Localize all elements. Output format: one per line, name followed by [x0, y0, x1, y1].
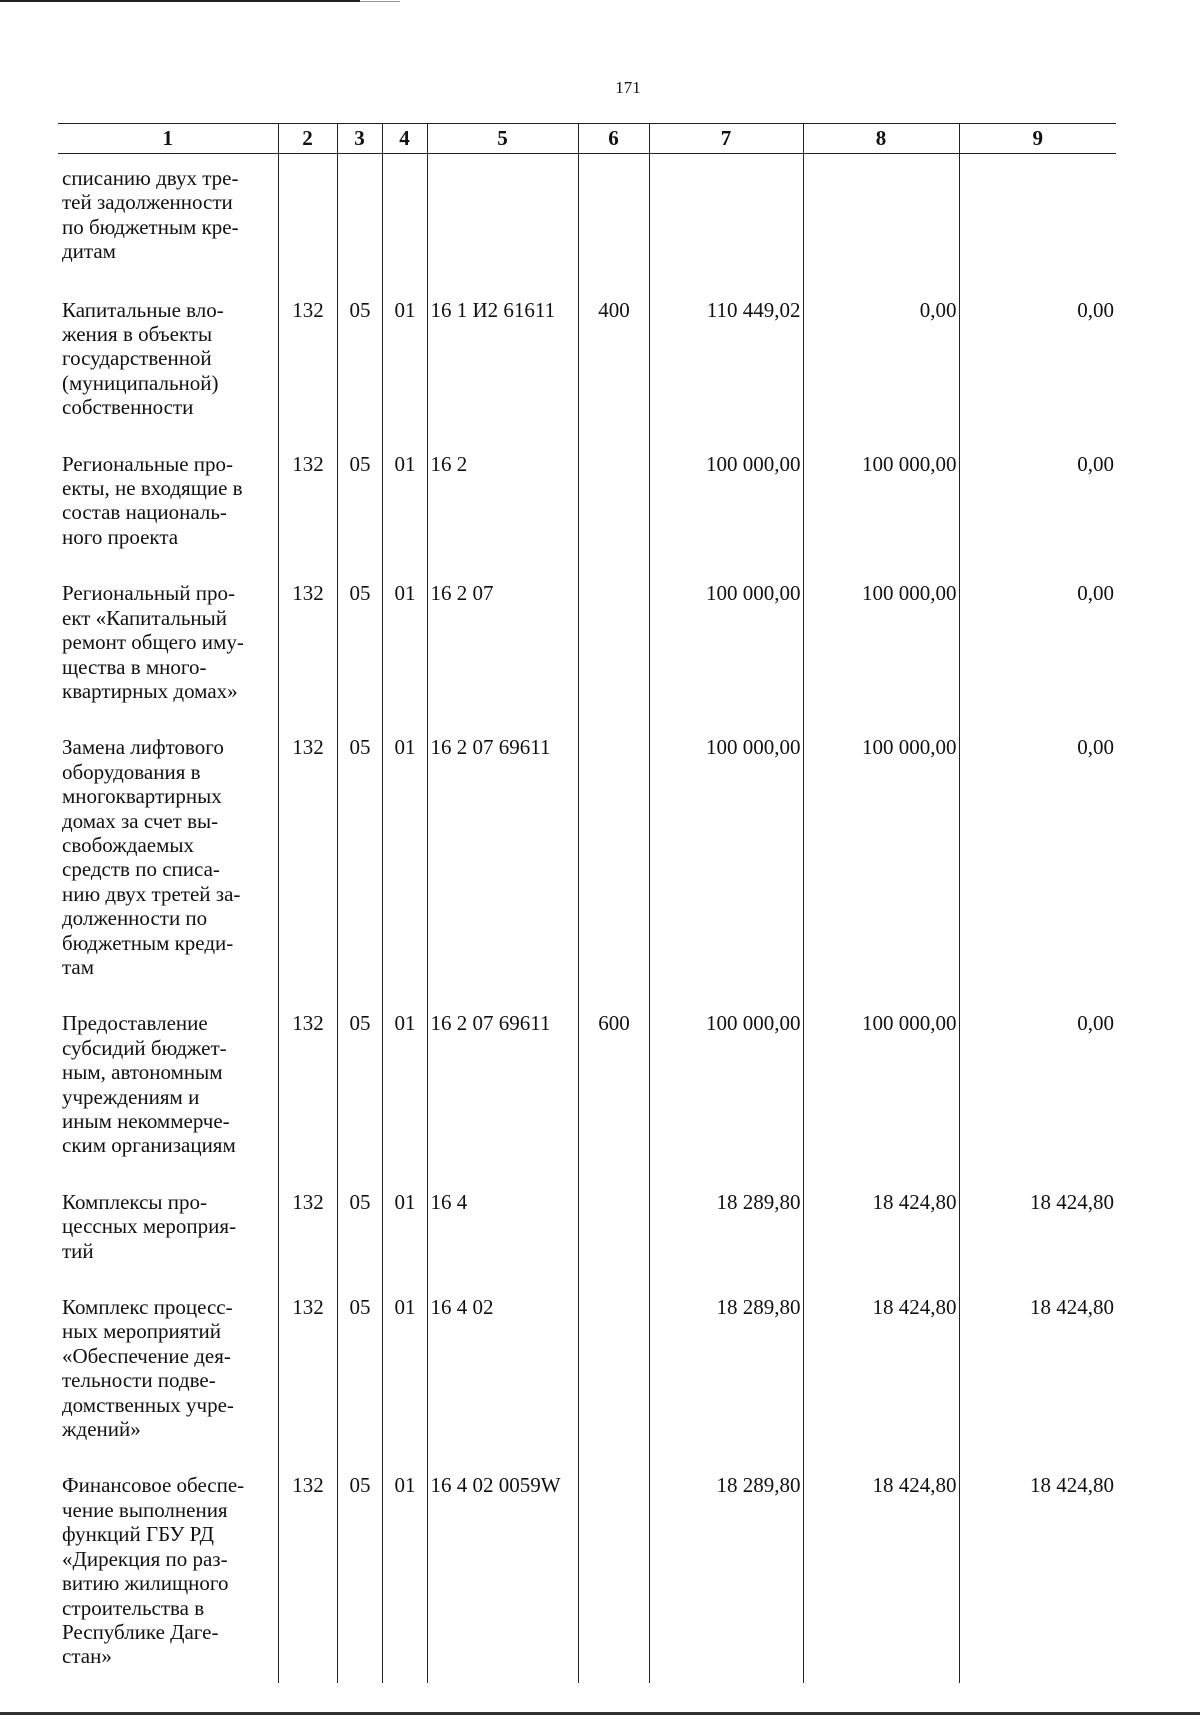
name-line: квартирных домах»	[62, 678, 238, 703]
cell-grbs	[278, 154, 337, 290]
cell-amount-col8: 100 000,00	[803, 727, 959, 1003]
cell-section: 05	[337, 727, 382, 1003]
cell-name	[58, 1465, 278, 1682]
table-row	[58, 1003, 1116, 1181]
name-line: долженности по	[62, 906, 208, 931]
cell-amount-col7: 100 000,00	[649, 444, 803, 574]
name-line: по бюджетным кре-	[62, 214, 239, 239]
cell-amount-col8: 18 424,80	[803, 1465, 959, 1682]
cell-target-article: 16 4 02 0059W	[427, 1465, 578, 1682]
scan-edge-top	[0, 0, 360, 2]
cell-grbs: 132	[278, 727, 337, 1003]
cell-grbs: 132	[278, 573, 337, 727]
cell-expense-type	[578, 1287, 649, 1465]
cell-section: 05	[337, 1465, 382, 1682]
cell-subsection	[382, 154, 427, 290]
col-header-6: 6	[578, 124, 649, 154]
budget-table	[58, 123, 1116, 1683]
cell-amount-col8	[803, 154, 959, 290]
cell-grbs: 132	[278, 1182, 337, 1287]
cell-amount-col9: 18 424,80	[959, 1287, 1116, 1465]
cell-subsection: 01	[382, 1003, 427, 1181]
name-line: свобождаемых	[62, 832, 194, 857]
cell-subsection: 01	[382, 290, 427, 444]
cell-target-article: 16 2	[427, 444, 578, 574]
table-row	[58, 154, 1116, 290]
cell-section: 05	[337, 290, 382, 444]
cell-amount-col7	[649, 154, 803, 290]
name-line: там	[62, 954, 95, 979]
name-line: домственных учре-	[62, 1392, 234, 1417]
name-line: Финансовое обеспе-	[62, 1473, 245, 1498]
name-line: собственности	[62, 395, 194, 420]
cell-name	[58, 573, 278, 727]
cell-target-article: 16 2 07 69611	[427, 1003, 578, 1181]
name-line: ных мероприятий	[62, 1319, 221, 1344]
name-line: екты, не входящие в	[62, 476, 243, 501]
name-line: ремонт общего иму-	[62, 630, 244, 655]
col-header-3: 3	[337, 124, 382, 154]
header-row	[58, 124, 1116, 154]
name-line: списанию двух тре-	[62, 166, 239, 190]
cell-subsection: 01	[382, 1287, 427, 1465]
cell-target-article: 16 2 07	[427, 573, 578, 727]
name-line: тий	[62, 1238, 94, 1263]
cell-section: 05	[337, 1182, 382, 1287]
cell-name	[58, 154, 278, 290]
name-line: многоквартирных	[62, 784, 222, 809]
table-row	[58, 727, 1116, 1003]
table-row	[58, 1287, 1116, 1465]
name-line: Комплексы про-	[62, 1189, 207, 1214]
col-header-9: 9	[959, 124, 1116, 154]
cell-amount-col9: 18 424,80	[959, 1182, 1116, 1287]
col-header-7: 7	[649, 124, 803, 154]
cell-subsection: 01	[382, 573, 427, 727]
name-line: домах за счет вы-	[62, 808, 219, 833]
cell-target-article	[427, 154, 578, 290]
name-line: щества в много-	[62, 654, 207, 679]
cell-amount-col7: 100 000,00	[649, 1003, 803, 1181]
table-row	[58, 1465, 1116, 1682]
name-line: дитам	[62, 239, 116, 264]
name-line: ждений»	[62, 1417, 141, 1442]
name-line: (муниципальной)	[62, 370, 219, 395]
cell-subsection: 01	[382, 727, 427, 1003]
cell-amount-col9: 18 424,80	[959, 1465, 1116, 1682]
cell-subsection: 01	[382, 1182, 427, 1287]
name-line: Капитальные вло-	[62, 297, 224, 322]
cell-name	[58, 1287, 278, 1465]
cell-amount-col8: 100 000,00	[803, 444, 959, 574]
name-line: иным некоммерче-	[62, 1109, 230, 1133]
name-line: бюджетным креди-	[62, 930, 234, 955]
name-line: ект «Капитальный	[62, 605, 228, 630]
col-header-5: 5	[427, 124, 578, 154]
table-row	[58, 290, 1116, 444]
cell-grbs: 132	[278, 290, 337, 444]
cell-name	[58, 1182, 278, 1287]
name-line: «Дирекция по раз-	[62, 1546, 228, 1571]
name-line: жения в объекты	[62, 322, 213, 347]
name-line: оборудования в	[62, 759, 201, 784]
col-header-2: 2	[278, 124, 337, 154]
cell-expense-type	[578, 1182, 649, 1287]
cell-amount-col9: 0,00	[959, 444, 1116, 574]
cell-section	[337, 154, 382, 290]
cell-amount-col9: 0,00	[959, 1003, 1116, 1181]
name-line: ским организациям	[62, 1133, 236, 1158]
cell-target-article: 16 2 07 69611	[427, 727, 578, 1003]
cell-amount-col9: 0,00	[959, 290, 1116, 444]
cell-section: 05	[337, 1287, 382, 1465]
cell-expense-type	[578, 573, 649, 727]
cell-grbs: 132	[278, 1465, 337, 1682]
cell-name	[58, 727, 278, 1003]
cell-section: 05	[337, 444, 382, 574]
cell-amount-col7: 100 000,00	[649, 727, 803, 1003]
page-number: 171	[615, 78, 641, 97]
name-line: Замена лифтового	[62, 735, 224, 760]
cell-amount-col7: 100 000,00	[649, 573, 803, 727]
table-body	[58, 154, 1116, 1683]
name-line: субсидий бюджет-	[62, 1035, 227, 1060]
name-line: учреждениям и	[62, 1084, 200, 1109]
cell-subsection: 01	[382, 1465, 427, 1682]
cell-amount-col7: 18 289,80	[649, 1182, 803, 1287]
cell-expense-type	[578, 154, 649, 290]
name-line: тельности подве-	[62, 1368, 216, 1393]
name-line: витию жилищного	[62, 1571, 229, 1596]
cell-amount-col8: 0,00	[803, 290, 959, 444]
cell-expense-type	[578, 444, 649, 574]
name-line: Республике Даге-	[62, 1619, 219, 1644]
name-line: «Обеспечение дея-	[62, 1343, 231, 1368]
cell-target-article: 16 4	[427, 1182, 578, 1287]
name-line: Предоставление	[62, 1011, 208, 1036]
cell-amount-col7: 18 289,80	[649, 1465, 803, 1682]
cell-target-article: 16 1 И2 61611	[427, 290, 578, 444]
cell-expense-type	[578, 727, 649, 1003]
cell-name	[58, 444, 278, 574]
cell-amount-col7: 18 289,80	[649, 1287, 803, 1465]
cell-amount-col8: 100 000,00	[803, 1003, 959, 1181]
cell-grbs: 132	[278, 1287, 337, 1465]
name-line: государственной	[62, 346, 212, 371]
col-header-1: 1	[58, 124, 278, 154]
name-line: состав националь-	[62, 500, 227, 525]
col-header-8: 8	[803, 124, 959, 154]
name-line: стан»	[62, 1644, 112, 1669]
table-row	[58, 444, 1116, 574]
name-line: цессных мероприя-	[62, 1214, 237, 1239]
cell-subsection: 01	[382, 444, 427, 574]
cell-amount-col9	[959, 154, 1116, 290]
name-line: Комплекс процесс-	[62, 1295, 233, 1320]
cell-name	[58, 290, 278, 444]
cell-amount-col8: 18 424,80	[803, 1182, 959, 1287]
name-line: чение выполнения	[62, 1497, 228, 1522]
name-line: средств по списа-	[62, 857, 220, 882]
name-line: строительства в	[62, 1595, 205, 1620]
cell-target-article: 16 4 02	[427, 1287, 578, 1465]
cell-name	[58, 1003, 278, 1181]
cell-expense-type: 400	[578, 290, 649, 444]
scan-edge-bottom	[0, 1712, 1200, 1715]
name-line: функций ГБУ РД	[62, 1522, 214, 1547]
cell-amount-col7: 110 449,02	[649, 290, 803, 444]
table-row	[58, 573, 1116, 727]
scan-edge-top-faint	[360, 1, 400, 2]
name-line: ного проекта	[62, 524, 179, 549]
cell-amount-col9: 0,00	[959, 727, 1116, 1003]
table-row	[58, 1182, 1116, 1287]
cell-expense-type: 600	[578, 1003, 649, 1181]
cell-section: 05	[337, 1003, 382, 1181]
name-line: ным, автономным	[62, 1060, 223, 1085]
cell-expense-type	[578, 1465, 649, 1682]
cell-grbs: 132	[278, 444, 337, 574]
col-header-4: 4	[382, 124, 427, 154]
name-line: Региональные про-	[62, 451, 234, 476]
name-line: Региональный про-	[62, 581, 235, 606]
cell-section: 05	[337, 573, 382, 727]
cell-grbs: 132	[278, 1003, 337, 1181]
cell-amount-col9: 0,00	[959, 573, 1116, 727]
name-line: тей задолженности	[62, 190, 233, 215]
cell-amount-col8: 100 000,00	[803, 573, 959, 727]
cell-amount-col8: 18 424,80	[803, 1287, 959, 1465]
name-line: нию двух третей за-	[62, 881, 241, 906]
